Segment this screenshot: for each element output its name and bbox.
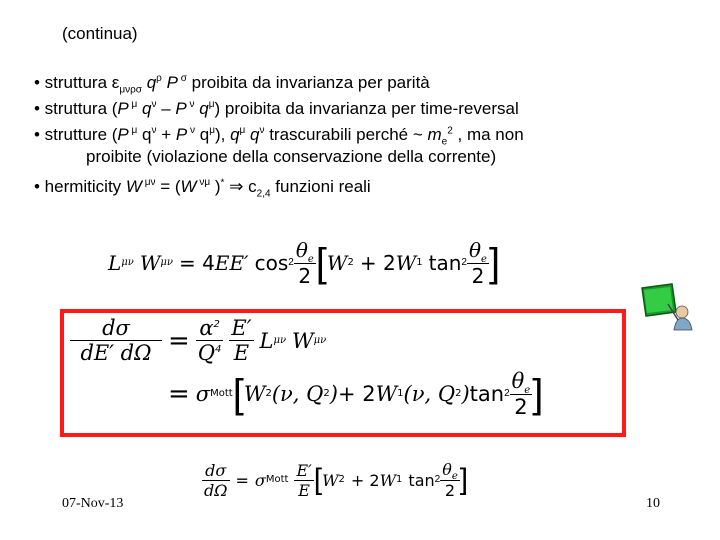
equation-integrated: $\frac{d\sigma}{d\Omega}$ = σ Mott $\frac{E'}{E}$ [ W 2 + 2 W 1 tan 2 $\frac{\theta_e}{2}$ ]: [204, 460, 469, 500]
q-symbol: q: [137, 125, 152, 144]
close-paren: ): [329, 382, 338, 406]
sigma-symbol: σ: [195, 382, 211, 406]
bullet-list: [34, 66, 524, 200]
w-symbol: W: [125, 177, 142, 196]
mu-nu-index: μν: [141, 177, 156, 188]
q-symbol: q: [137, 99, 152, 118]
energy-ratio-fraction: [294, 461, 313, 500]
fraction-denominator: E: [294, 480, 313, 500]
bullet-text: trascurabili perché ~: [264, 125, 428, 144]
implies-arrow: ⇒ c: [224, 177, 257, 196]
plus-two: + 2: [359, 251, 396, 275]
w-symbol: W: [180, 177, 197, 196]
q-symbol: q: [245, 125, 260, 144]
fraction-numerator: dσ: [102, 316, 130, 340]
w1-symbol: W: [375, 382, 398, 406]
minus-operator: –: [156, 99, 176, 118]
sigma-index: σ: [177, 73, 187, 84]
epsilon-symbol: ε: [111, 73, 120, 92]
plus-operator: +: [156, 125, 176, 144]
mu-index: μ: [239, 125, 246, 136]
theta-symbol: θ: [511, 369, 525, 393]
theta-index: e: [481, 254, 487, 265]
p-symbol: P: [175, 125, 188, 144]
theta-symbol: θ: [442, 460, 452, 479]
bullet-negligible: [34, 118, 524, 148]
alpha-symbol: α: [199, 316, 214, 340]
fraction-numerator: E′: [231, 316, 252, 340]
bullet-text: ): [210, 177, 221, 196]
dsigma-dOmega-fraction: [202, 461, 230, 500]
l-symbol: L: [259, 328, 274, 353]
w2-symbol: W: [322, 470, 339, 490]
tan-function: tan: [408, 470, 435, 490]
mass-exponent: 2: [447, 125, 453, 137]
p-symbol: P: [117, 125, 129, 144]
plus-two: + 2: [337, 382, 376, 406]
p-symbol: P: [161, 73, 178, 92]
q-symbol: q: [141, 73, 157, 92]
bullet-text: • struttura: [34, 73, 112, 92]
left-bracket: [: [232, 372, 244, 416]
nu-index: ν: [187, 125, 195, 136]
energy-product: EE′: [214, 251, 249, 275]
bullet-time-reversal: [34, 92, 524, 118]
bullet-text: ),: [214, 125, 231, 144]
bullet-continuation: proibite (violazione della conservazione della corrente): [86, 147, 497, 166]
right-bracket: ]: [488, 241, 501, 285]
fraction-denominator: 2: [510, 394, 533, 419]
fraction-denominator: dΩ: [204, 480, 228, 500]
equation-cross-section: [70, 316, 543, 419]
bullet-text: • struttura (: [34, 99, 118, 118]
theta-half-fraction: [510, 369, 533, 419]
w1-arguments: (ν, Q: [403, 382, 456, 406]
mu-index: μ: [128, 99, 138, 110]
plus-two: + 2: [350, 470, 380, 490]
footer-date: 07-Nov-13: [62, 496, 124, 511]
theta-half-fraction: [294, 238, 316, 288]
fraction-numerator: E′: [296, 460, 312, 480]
tan-function: tan: [469, 382, 505, 406]
equals-sign: =: [235, 470, 249, 490]
bullet-text: ) proibita da invarianza per time-reversal: [214, 99, 519, 118]
p-symbol: P: [117, 99, 129, 118]
bullet-text: proibita da invarianza per parità: [186, 73, 430, 92]
w2-arguments: (ν, Q: [271, 382, 324, 406]
w1-symbol: W: [379, 470, 397, 490]
fraction-denominator: 2: [440, 480, 460, 500]
theta-index: e: [524, 385, 531, 397]
sigma-symbol: σ: [254, 470, 266, 490]
theta-half-fraction: [440, 460, 460, 500]
nu-index: ν: [151, 125, 157, 136]
theta-index: e: [307, 254, 314, 265]
mu-index: μ: [209, 125, 215, 136]
theta-index: e: [451, 471, 458, 483]
left-bracket: [: [315, 241, 327, 285]
nu-index: ν: [259, 125, 265, 136]
bullet-hermiticity: [34, 170, 524, 200]
bullet-parity: [34, 66, 524, 96]
c-indices: 2,4: [256, 188, 271, 200]
mu-index: μ: [208, 99, 215, 110]
bullet-text: , ma non: [452, 125, 524, 144]
equals-four: = 4: [179, 251, 215, 275]
l-symbol: L: [108, 251, 122, 275]
q-symbol: Q: [197, 341, 216, 365]
equation-row-2: = σ Mott [ W 2 (ν, Q 2 ) + 2 W 1 (ν, Q 2 ) tan 2 $\frac{\theta_e}{2}$ ]: [168, 369, 544, 419]
equation-row-1: $\frac{d\sigma}{dE' d\Omega}$ = $\frac{\alpha^2}{Q^4}$ $\frac{E'}{E}$ L μν W μν: [70, 316, 543, 365]
equation-contraction: L μν W μν = 4 EE′ cos 2 $\frac{\theta_e}{2}$ [ W 2 + 2 W 1 tan 2 $\frac{\theta_e}{2}$ ]: [108, 238, 501, 288]
epsilon-indices: μνρσ: [119, 84, 142, 96]
w-symbol: W: [292, 328, 314, 353]
fraction-denominator: 2: [467, 263, 489, 288]
theta-symbol: θ: [468, 238, 482, 262]
w2-symbol: W: [243, 382, 266, 406]
nu-index: ν: [186, 99, 195, 110]
nu-mu-index: νμ: [196, 177, 211, 188]
conjugate-star: *: [220, 177, 225, 189]
page-number: 10: [646, 496, 660, 511]
w-symbol: W: [139, 251, 161, 275]
mu-index: μ: [128, 125, 138, 136]
dsigma-dE-dOmega-fraction: [70, 316, 162, 365]
theta-symbol: θ: [295, 238, 308, 262]
presenter-at-board-icon: [638, 282, 696, 332]
fraction-denominator: E: [229, 340, 253, 365]
energy-ratio-fraction: [229, 316, 253, 365]
left-bracket: [: [313, 463, 323, 496]
theta-half-fraction: [467, 238, 489, 288]
close-paren: ): [461, 382, 470, 406]
bullet-text: • hermiticity: [34, 177, 126, 196]
electron-mass-symbol: m: [427, 125, 442, 144]
equals-sign: =: [168, 325, 190, 356]
fraction-denominator: dE′ dΩ: [70, 340, 162, 365]
q-exponent: 4: [215, 344, 222, 355]
equals-sign: =: [168, 379, 190, 409]
cos-function: cos: [254, 251, 289, 275]
bullet-text: = (: [155, 177, 181, 196]
q-symbol: q: [194, 99, 209, 118]
q-symbol: q: [230, 125, 240, 144]
w2-symbol: W: [326, 251, 348, 275]
alpha-over-q4-fraction: [196, 316, 224, 365]
right-bracket: ]: [532, 372, 544, 416]
right-bracket: ]: [459, 463, 469, 496]
q-symbol: q: [195, 125, 210, 144]
bullet-text: • strutture (: [34, 125, 118, 144]
slide-subtitle: (continua): [62, 24, 138, 43]
fraction-numerator: dσ: [205, 460, 227, 480]
fraction-denominator: 2: [294, 263, 316, 288]
rho-index: ρ: [156, 73, 162, 84]
p-symbol: P: [175, 99, 187, 118]
w1-symbol: W: [395, 251, 417, 275]
tan-function: tan: [428, 251, 462, 275]
bullet-text: funzioni reali: [270, 177, 371, 196]
electron-index: e: [441, 136, 448, 148]
alpha-exponent: 2: [213, 319, 220, 330]
nu-index: ν: [151, 99, 157, 110]
